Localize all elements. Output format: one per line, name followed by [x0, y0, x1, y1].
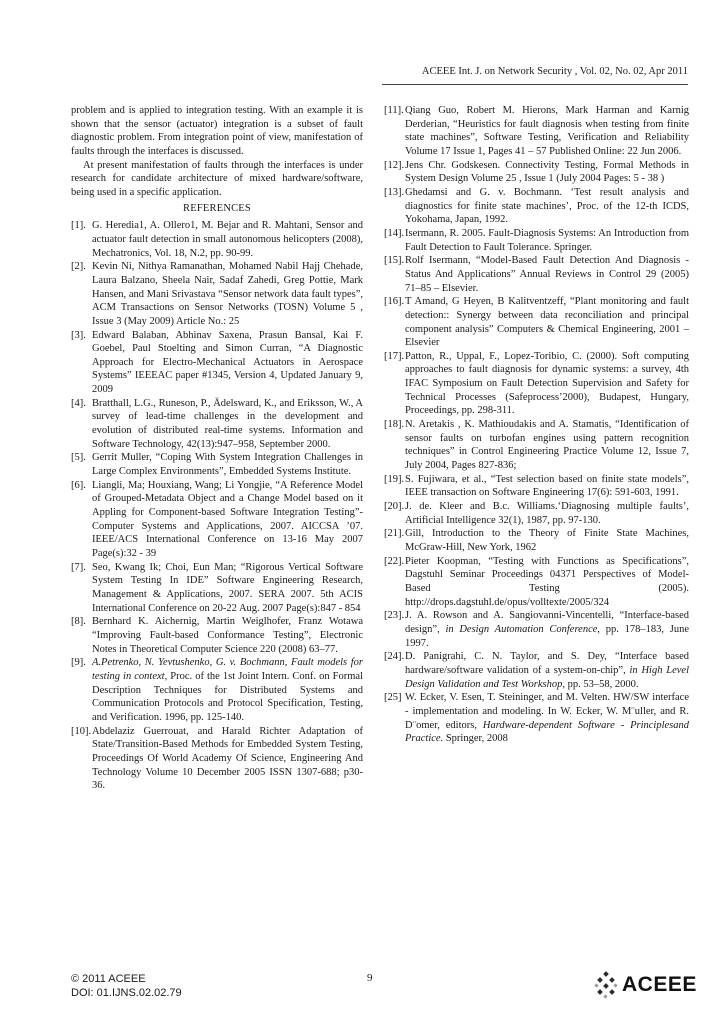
logo-text: ACEEE	[622, 973, 697, 996]
reference-italic-text: in Design Automation Conference,	[439, 623, 601, 635]
references-list-right	[384, 104, 689, 746]
reference-text: D. Panigrahi, C. N. Taylor, and S. Dey, “Interface based hardware/software validation of a system-on-chip”,	[405, 651, 689, 676]
reference-number: [14].	[384, 227, 405, 239]
reference-number: [16].	[384, 296, 405, 308]
reference-text-after: pp. 53–58, 2000.	[564, 678, 639, 690]
reference-number: [9].	[71, 657, 86, 669]
right-column	[384, 104, 689, 746]
reference-number: [1].	[71, 220, 86, 232]
reference-text: Patton, R., Uppal, F., Lopez-Toribio, C. (2000). Soft computing approaches to fault diagnosis for dynamic systems: a survey, 4th IFAC Symposium on Fault Detection Supervision and Safety for Technical Processes (Safeprocess’2000), Budapest, Hungary, Proceedings, pp. 298-311.	[405, 350, 689, 417]
reference-item	[71, 329, 363, 397]
reference-item	[384, 650, 689, 691]
reference-text: N. Aretakis , K. Mathioudakis and A. Stamatis, “Identification of sensor faults on turbofan engines using pattern recognition techniques” in Control Engineering Practice Volume 12, Issue 7, July 2004, Pages 827-836;	[405, 419, 689, 472]
running-header: ACEEE Int. J. on Network Security , Vol. 02, No. 02, Apr 2011	[421, 66, 688, 77]
reference-italic-text: in High Level Design Validation and Test Workshop,	[405, 664, 690, 690]
reference-text: J. de. Kleer and B.c. Williams.‘Diagnosing multiple faults’, Artificial Intelligence 32(1), 1987, pp. 97-130.	[405, 501, 689, 526]
reference-number: [3].	[71, 329, 86, 341]
reference-text: Jens Chr. Godskesen. Connectivity Testing, Formal Methods in System Design Volume 25 , Issue 1 (July 2004 Pages: 5 - 38 )	[405, 159, 689, 185]
reference-item	[384, 418, 689, 473]
reference-number: [4].	[71, 397, 86, 409]
reference-item	[384, 159, 689, 186]
reference-item	[71, 397, 363, 452]
reference-number: [13].	[384, 186, 405, 198]
reference-text: Abdelaziz Guerrouat, and Harald Richter Adaptation of State/Transition-Based Methods for Embedded System Testing, Proceedings Of World Academy Of Science, Engineering And Technology Volume 10 December 2005 ISSN 1307-688; p30-36.	[92, 725, 363, 792]
reference-text-after: pp. 178–183, June 1997.	[405, 623, 690, 649]
reference-text: Bernhard K. Aichernig, Martin Weiglhofer, Franz Wotawa “Improving Fault-based Conformance Testing”, Electronic Notes in Theoretical Computer Science 220 (2008) 63–77.	[92, 616, 363, 655]
reference-number: [7].	[71, 561, 86, 573]
body-paragraph-1: problem and is applied to integration testing. With an example it is shown that the sensor (actuator) integration is a subset of fault diagnostic problem. From integration point of view, manifestation of faults through the interfaces is discussed.	[71, 105, 363, 157]
reference-text: Rolf Isermann, “Model-Based Fault Detection And Diagnosis - Status And Applications” Annual Reviews in Control 29 (2005) 71–85 – Elsevier.	[405, 255, 689, 294]
page-number: 9	[367, 972, 373, 984]
reference-item	[384, 691, 689, 746]
reference-number: [19].	[384, 473, 405, 485]
copyright-text: © 2011 ACEEE	[71, 973, 146, 985]
reference-text: Pieter Koopman, “Testing with Functions as Specifications”, Dagstuhl Seminar Proceedings 04371 Perspectives of Model-Based Testing (2005). http://drops.dagstuhl.de/opus/volltexte/2005/324	[405, 555, 689, 608]
references-heading: REFERENCES	[183, 202, 251, 214]
reference-item	[71, 219, 363, 260]
reference-number: [20].	[384, 501, 405, 513]
reference-text: J. A. Rowson and A. Sangiovanni-Vincentelli, “Interface-based design”,	[405, 610, 689, 635]
reference-number: [2].	[71, 261, 86, 273]
body-paragraph-2: At present manifestation of faults through the interfaces is under research for candidate architecture of mixed hardware/software, being used in a specific application.	[71, 159, 363, 198]
reference-item	[384, 350, 689, 418]
reference-number: [22].	[384, 555, 405, 567]
aceee-logo	[594, 968, 697, 1002]
reference-italic-text: Hardware-dependent Software - Principlesand Practice.	[405, 719, 690, 745]
reference-item	[384, 527, 689, 554]
footer-left	[71, 972, 182, 1000]
reference-text: Liangli, Ma; Houxiang, Wang; Li Yongjie, “A Reference Model of Grouped-Metadata Object and a Change Model based on it Appling for Component-based Software Integration Testing”- Computer Systems and Applications, 2007. AICCSA ’07. IEEE/ACS International Conference on 13-16 May 2007 Page(s):32 - 39	[92, 479, 363, 559]
reference-item	[384, 609, 689, 650]
reference-text: T Amand, G Heyen, B Kalitventzeff, “Plant monitoring and fault detection:: Synergy between data reconciliation and principal component analysis” Computers & Chemical Engineering, 2001 – Elsevier	[405, 296, 689, 349]
reference-number: [23].	[384, 610, 405, 622]
reference-item	[71, 260, 363, 328]
reference-text: Qiang Guo, Robert M. Hierons, Mark Harman and Karnig Derderian, “Heuristics for fault diagnosis when testing from finite state machines”, Software Testing, Verification and Reliability Volume 17 Issue 1, Pages 41 – 57 Published Online: 22 Jun 2006.	[405, 105, 689, 157]
reference-text: Gerrit Muller, “Coping With System Integration Challenges in Large Complex Environments”, Embedded Systems Institute.	[92, 452, 363, 478]
reference-number: [5].	[71, 452, 86, 464]
reference-text: Isermann, R. 2005. Fault-Diagnosis Systems: An Introduction from Fault Detection to Fault Tolerance. Springer.	[405, 227, 689, 253]
references-list-left	[71, 219, 363, 793]
reference-item	[71, 615, 363, 656]
reference-item	[384, 555, 689, 610]
reference-text: Gill, Introduction to the Theory of Finite State Machines, McGraw-Hill, New York, 1962	[405, 528, 689, 553]
reference-item	[384, 254, 689, 295]
left-column	[71, 104, 363, 793]
reference-text: Seo, Kwang Ik; Choi, Eun Man; “Rigorous Vertical Software System Testing In IDE” Software Engineering Research, Management & Applications, 2007. SERA 2007. 5th ACIS International Conference on 20-22 Aug. 2007 Page(s):847 - 854	[92, 561, 363, 614]
reference-number: [8].	[71, 616, 86, 628]
reference-number: [24].	[384, 651, 405, 663]
reference-text: Edward Balaban, Abhinav Saxena, Prasun Bansal, Kai F. Goebel, Paul Stoelting and Simon Curran, “A Diagnostic Approach for Electro-Mechanical Actuators in Aerospace Systems” IEEEAC paper #1345, Version 4, Updated January 9, 2009	[92, 329, 363, 396]
reference-number: [21].	[384, 528, 405, 540]
reference-number: [10].	[71, 725, 92, 737]
reference-text: Bratthall, L.G., Runeson, P., Ädelsward, K., and Eriksson, W., A survey of lead-time challenges in the development and evolution of distributed real-time systems. Information and Software Technology, 42(13):947–958, September 2000.	[92, 397, 363, 450]
reference-number: [25]	[384, 692, 402, 704]
reference-text: Ghedamsi and G. v. Bochmann. ‘Test result analysis and diagnostics for finite state machines’, Proc. of the 12-th ICDS, Yokohama, Japan, 1992.	[405, 186, 689, 226]
reference-item	[384, 104, 689, 159]
reference-number: [17].	[384, 350, 405, 362]
reference-item	[384, 500, 689, 527]
reference-item	[384, 473, 689, 500]
reference-italic-text: A.Petrenko, N. Yevtushenko, G. v. Bochmann, Fault models for testing in context,	[92, 657, 363, 682]
doi-text: DOI: 01.IJNS.02.02.79	[71, 987, 182, 999]
reference-text: S. Fujiwara, et al., “Test selection based on finite state models”, IEEE transaction on Software Engineering 17(6): 591-603, 1991.	[405, 473, 689, 499]
header-rule	[382, 84, 688, 85]
reference-text: G. Heredia1, A. Ollero1, M. Bejar and R. Mahtani, Sensor and actuator fault detection in small autonomous helicopters (2008), Mechatronics, Vol. 18, N.2, pp. 90-99.	[92, 220, 363, 259]
reference-item	[384, 295, 689, 350]
reference-number: [6].	[71, 479, 86, 491]
reference-number: [11].	[384, 105, 404, 116]
reference-item	[384, 227, 689, 254]
reference-item	[71, 725, 363, 793]
reference-text: Kevin Ni, Nithya Ramanathan, Mohamed Nabil Hajj Chehade, Laura Balzano, Sheela Nair, Sadaf Zahedi, Greg Pottie, Mark Hansen, and Mani Srivastava “Sensor network data fault types”, ACM Transactions on Sensor Networks (TOSN) Volume 5 , Issue 3 (May 2009) Article No.: 25	[92, 261, 363, 327]
reference-number: [15].	[384, 255, 405, 267]
reference-item	[71, 656, 363, 724]
reference-number: [18].	[384, 419, 405, 431]
aceee-logo-icon	[594, 970, 622, 1000]
reference-item	[71, 479, 363, 561]
reference-text: Proc. of the 1st Joint Intern. Conf. on Formal Description Techniques for Distributed Systems and Communication Protocols and Protocol Specification, Testing, and Verification. 1996, pp. 125-140.	[92, 670, 363, 723]
reference-number: [12].	[384, 159, 405, 171]
reference-item	[71, 451, 363, 478]
reference-text-after: Springer, 2008	[443, 733, 508, 745]
reference-item	[71, 561, 363, 616]
reference-text: W. Ecker, V. Esen, T. Steininger, and M. Velten. HW/SW interface - implementation and modeling. In W. Ecker, W. M¨uller, and R. D¨omer, editors,	[405, 692, 689, 731]
reference-item	[384, 186, 689, 227]
